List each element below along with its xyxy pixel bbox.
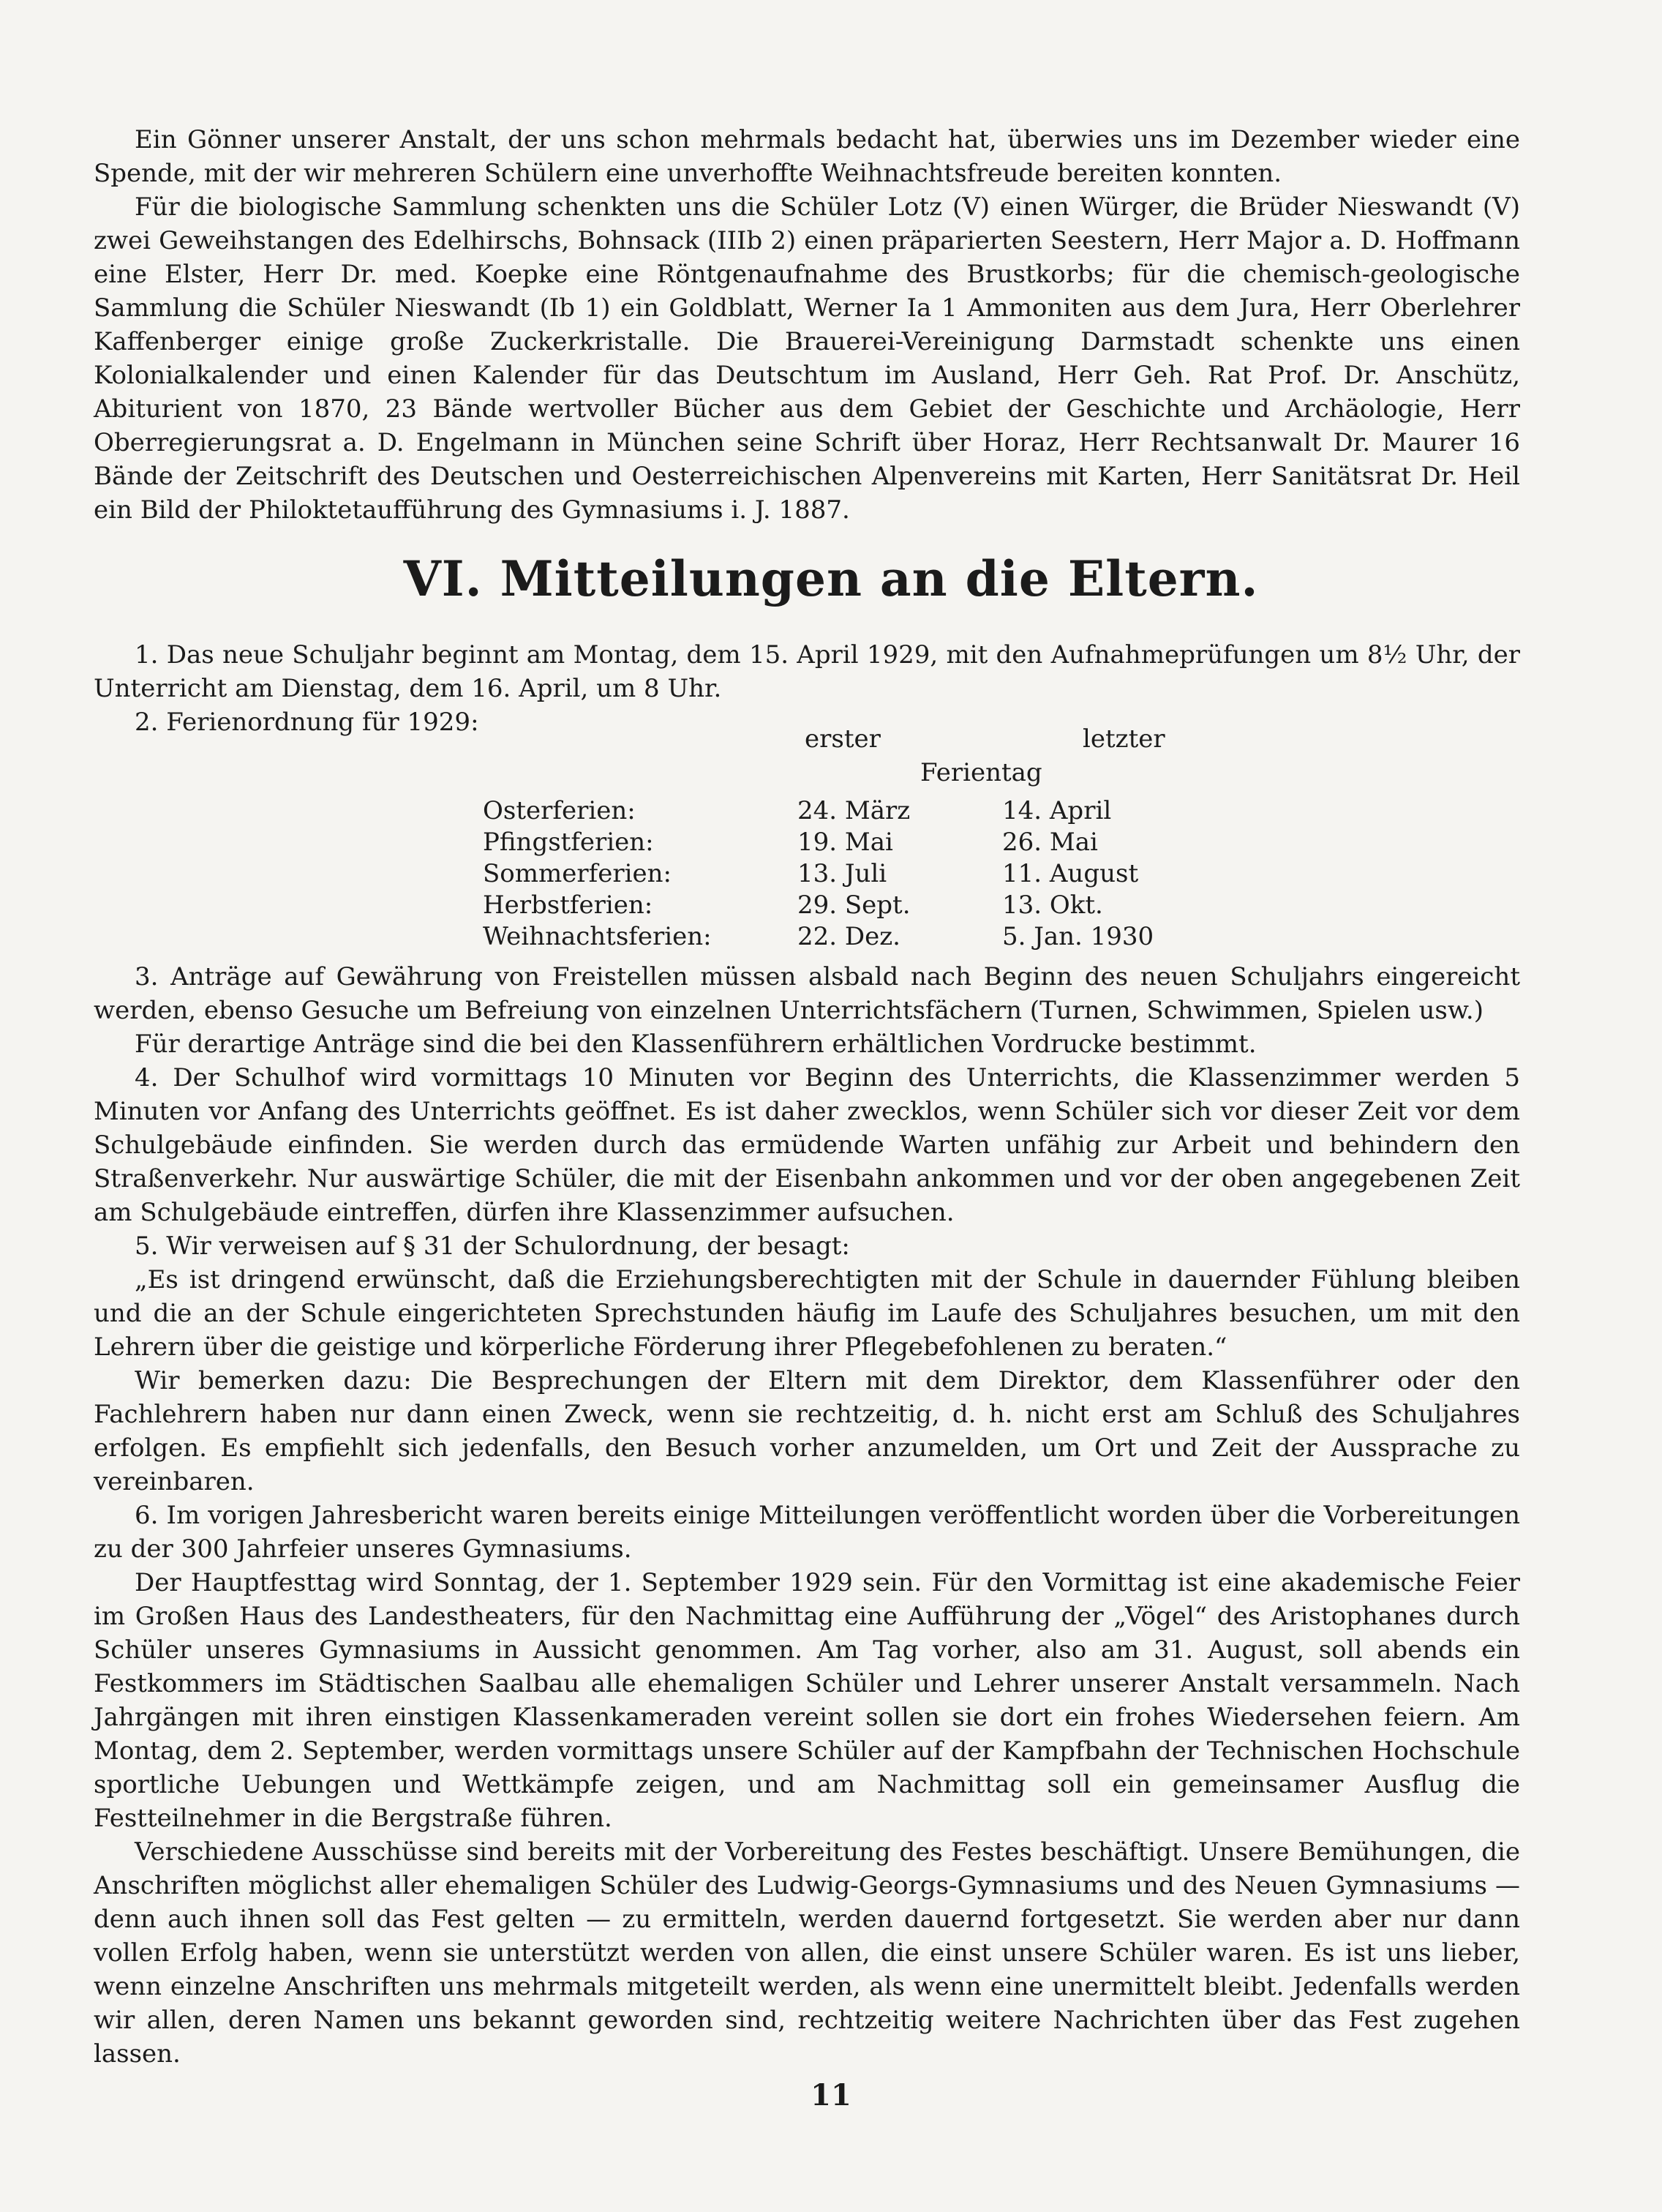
holiday-col-sub-header: Ferientag <box>920 758 1042 787</box>
intro-block <box>94 123 1520 527</box>
holiday-col-first-header: erster <box>805 724 881 754</box>
table-row <box>483 921 1222 952</box>
holiday-table <box>483 795 1222 952</box>
item-5-remark: Wir bemerken dazu: Die Besprechungen der Eltern mit dem Direktor, dem Klassenführer oder den Fachlehrern haben nur dann einen Zweck, wenn sie rechtzeitig, d. h. nicht erst am Schluß des Schuljahres erfolgen. Es empfiehlt sich jedenfalls, den Besuch vorher anzumelden, um Ort und Zeit der Aussprache zu vereinbaren. <box>94 1366 1520 1496</box>
holiday-name: Pfingstferien: <box>483 827 654 857</box>
item-1-paragraph: 1. Das neue Schuljahr beginnt am Montag, dem 15. April 1929, mit den Aufnahmeprüfungen um 8½ Uhr, der Unterricht am Dienstag, dem 16. April, um 8 Uhr. <box>94 640 1520 703</box>
holiday-first-day: 29. Sept. <box>797 890 911 920</box>
item-6-paragraph: 6. Im vorigen Jahresbericht waren bereits einige Mitteilungen veröffentlicht worden über die Vorbereitungen zu der 300 Jahrfeier unseres Gymnasiums. <box>94 1501 1520 1564</box>
holiday-name: Sommerferien: <box>483 858 672 888</box>
holiday-name: Osterferien: <box>483 795 636 825</box>
item-5-quote: „Es ist dringend erwünscht, daß die Erziehungsberechtigten mit der Schule in dauernder Fühlung bleiben und die an der Schule eingerichteten Sprechstunden häufig im Laufe des Schuljahres besuchen, um mit den Lehrern über die geistige und körperliche Förderung ihrer Pflegebefohlenen zu beraten.“ <box>94 1265 1520 1362</box>
holiday-first-day: 22. Dez. <box>797 921 900 951</box>
section-heading: VI. Mitteilungen an die Eltern. <box>403 550 1259 607</box>
holiday-last-day: 14. April <box>1002 795 1112 825</box>
holiday-first-day: 13. Juli <box>797 858 887 888</box>
page-number: 11 <box>811 2078 851 2112</box>
item-4-paragraph: 4. Der Schulhof wird vormittags 10 Minuten vor Beginn des Unterrichts, die Klassenzimmer werden 5 Minuten vor Anfang des Unterrichts geöffnet. Es ist daher zwecklos, wenn Schüler sich vor dieser Zeit vor dem Schulgebäude einfinden. Sie werden durch das ermüdende Warten unfähig zur Arbeit und behindern den Straßenverkehr. Nur auswärtige Schüler, die mit der Eisenbahn ankommen und vor der oben angegebenen Zeit am Schulgebäude eintreffen, dürfen ihre Klassenzimmer aufsuchen. <box>94 1063 1520 1227</box>
item-5-paragraph: 5. Wir verweisen auf § 31 der Schulordnung, der besagt: <box>135 1231 850 1261</box>
item-3-paragraph: 3. Anträge auf Gewährung von Freistellen müssen alsbald nach Beginn des neuen Schuljahrs eingereicht werden, ebenso Gesuche um Befreiung von einzelnen Unterrichtsfächern (Turnen, Schwimmen, Spielen usw.) <box>94 962 1520 1025</box>
holiday-col-last-header: letzter <box>1083 724 1165 754</box>
holiday-last-day: 5. Jan. 1930 <box>1002 921 1154 951</box>
table-row <box>483 889 1222 921</box>
table-row <box>483 826 1222 858</box>
intro-paragraph-2: Für die biologische Sammlung schenkten uns die Schüler Lotz (V) einen Würger, die Brüder Nieswandt (V) zwei Geweihstangen des Edelhirschs, Bohnsack (IIIb 2) einen präparierten Seestern, Herr Major a. D. Hoffmann eine Elster, Herr Dr. med. Koepke eine Röntgenaufnahme des Brustkorbs; für die chemisch-geologische Sammlung die Schüler Nieswandt (Ib 1) ein Goldblatt, Werner Ia 1 Ammoniten aus dem Jura, Herr Oberlehrer Kaffenberger einige große Zuckerkristalle. Die Brauerei-Vereinigung Darmstadt schenkte uns einen Kolonialkalender und einen Kalender für das Deutschtum im Ausland, Herr Geh. Rat Prof. Dr. Anschütz, Abiturient von 1870, 23 Bände wertvoller Bücher aus dem Gebiet der Geschichte und Archäologie, Herr Oberregierungsrat a. D. Engelmann in München seine Schrift über Horaz, Herr Rechtsanwalt Dr. Maurer 16 Bände der Zeitschrift des Deutschen und Oesterreichischen Alpenvereins mit Karten, Herr Sanitätsrat Dr. Heil ein Bild der Philoktetaufführung des Gymnasiums i. J. 1887. <box>94 192 1520 525</box>
holiday-first-day: 24. März <box>797 795 911 825</box>
holiday-last-day: 26. Mai <box>1002 827 1098 857</box>
items-block-bottom <box>94 960 1520 2071</box>
table-row <box>483 795 1222 826</box>
holiday-first-day: 19. Mai <box>797 827 893 857</box>
item-2-label: 2. Ferienordnung für 1929: <box>135 708 479 737</box>
holiday-last-day: 13. Okt. <box>1002 890 1103 920</box>
table-row <box>483 858 1222 889</box>
item-6-committees: Verschiedene Ausschüsse sind bereits mit der Vorbereitung des Festes beschäftigt. Unsere Bemühungen, die Anschriften möglichst aller ehemaligen Schüler des Ludwig-Georgs-Gymnasiums und des Neuen Gymnasiums — denn auch ihnen soll das Fest gelten — zu ermitteln, werden dauernd fortgesetzt. Sie werden aber nur dann vollen Erfolg haben, wenn sie unterstützt werden von allen, die einst unsere Schüler waren. Es ist uns lieber, wenn einzelne Anschriften uns mehrmals mitgeteilt werden, als wenn eine unermittelt bleibt. Jedenfalls werden wir allen, deren Namen uns bekannt geworden sind, rechtzeitig weitere Nachrichten über das Fest zugehen lassen. <box>94 1837 1520 2069</box>
intro-paragraph-1: Ein Gönner unserer Anstalt, der uns schon mehrmals bedacht hat, überwies uns im Dezember wieder eine Spende, mit der wir mehreren Schülern eine unverhoffte Weihnachtsfreude bereiten konnten. <box>94 125 1520 188</box>
holiday-name: Herbstferien: <box>483 890 653 920</box>
item-3-note: Für derartige Anträge sind die bei den Klassenführern erhältlichen Vordrucke bestimmt. <box>135 1030 1257 1059</box>
holiday-name: Weihnachtsferien: <box>483 921 712 951</box>
item-6-festday: Der Hauptfesttag wird Sonntag, der 1. September 1929 sein. Für den Vormittag ist eine akademische Feier im Großen Haus des Landestheaters, für den Nachmittag eine Aufführung der „Vögel“ des Aristophanes durch Schüler unseres Gymnasiums in Aussicht genommen. Am Tag vorher, also am 31. August, soll abends ein Festkommers im Städtischen Saalbau alle ehemaligen Schüler und Lehrer unserer Anstalt versammeln. Nach Jahrgängen mit ihren einstigen Klassenkameraden vereint sollen sie dort ein frohes Wiedersehen feiern. Am Montag, dem 2. September, werden vormittags unsere Schüler auf der Kampfbahn der Technischen Hochschule sportliche Uebungen und Wettkämpfe zeigen, und am Nachmittag soll ein gemeinsamer Ausflug die Festteilnehmer in die Bergstraße führen. <box>94 1568 1520 1833</box>
holiday-last-day: 11. August <box>1002 858 1139 888</box>
